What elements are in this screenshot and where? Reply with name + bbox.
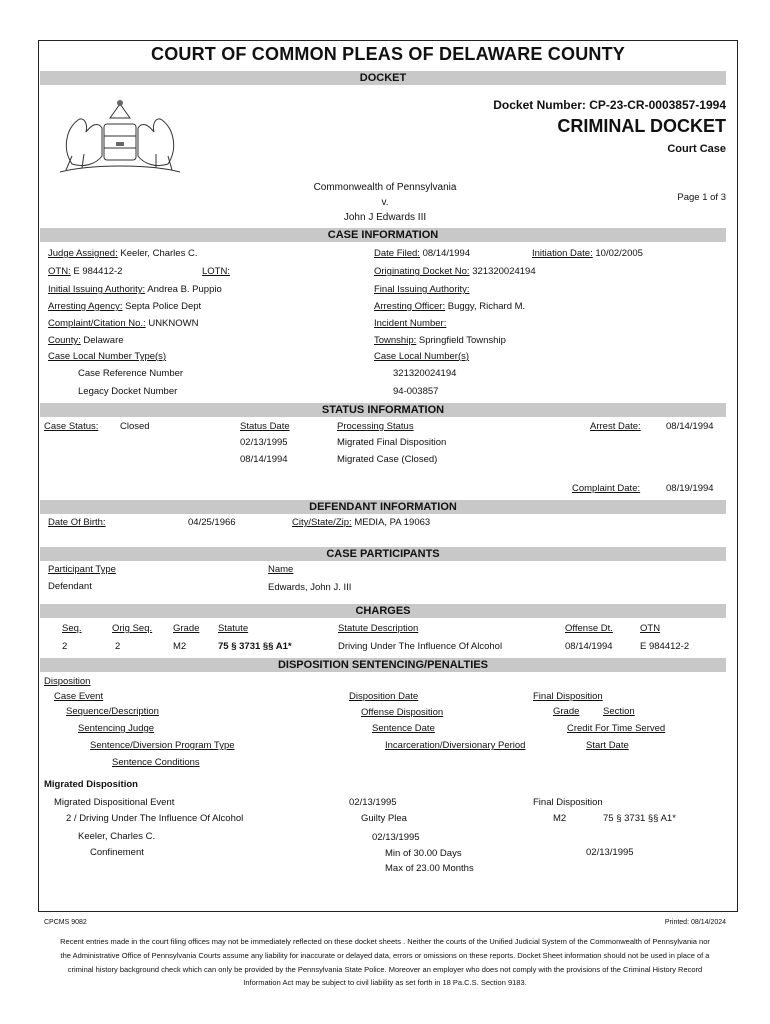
status-row-date: 08/14/1994 xyxy=(240,454,288,465)
lotn-label: LOTN: xyxy=(202,266,230,277)
processing-label: Processing Status xyxy=(337,421,414,432)
legend-conditions: Sentence Conditions xyxy=(112,757,200,768)
charge-statute: 75 § 3731 §§ A1* xyxy=(218,641,292,652)
defendant-info-bar: DEFENDANT INFORMATION xyxy=(40,500,726,514)
case-status-value: Closed xyxy=(120,421,150,432)
complaint-date-value: 08/19/1994 xyxy=(666,483,714,494)
township-value: Springfield Township xyxy=(418,335,506,346)
disp-sentence-date: 02/13/1995 xyxy=(372,832,420,843)
legend-credit: Credit For Time Served xyxy=(567,723,666,734)
csz-value: MEDIA, PA 19063 xyxy=(354,517,431,528)
otn-label: OTN: xyxy=(48,266,71,277)
arrest-date-label: Arrest Date: xyxy=(590,421,641,432)
initiation-label: Initiation Date: xyxy=(532,248,593,259)
arresting-agency-label: Arresting Agency: xyxy=(48,301,123,312)
local-numbers-label: Case Local Number(s) xyxy=(374,351,470,362)
docket-number: Docket Number: CP-23-CR-0003857-1994 xyxy=(493,98,726,112)
charge-otn: E 984412-2 xyxy=(640,641,690,652)
disp-plea: Guilty Plea xyxy=(361,813,407,824)
disposition-bar: DISPOSITION SENTENCING/PENALTIES xyxy=(40,658,726,672)
local-type-1: Case Reference Number xyxy=(78,368,184,379)
incident-label: Incident Number: xyxy=(374,318,447,329)
otn-value: E 984412-2 xyxy=(73,266,123,277)
disp-judge: Keeler, Charles C. xyxy=(78,831,156,842)
court-title: COURT OF COMMON PLEAS OF DELAWARE COUNTY xyxy=(151,44,625,64)
participants-bar: CASE PARTICIPANTS xyxy=(40,547,726,561)
local-type-2: Legacy Docket Number xyxy=(78,386,178,397)
charges-col-grade: Grade xyxy=(173,623,200,634)
case-kind: Court Case xyxy=(667,143,726,155)
caption-plaintiff: Commonwealth of Pennsylvania xyxy=(313,182,457,193)
disp-charge: 2 / Driving Under The Influence Of Alcohol xyxy=(66,813,244,824)
legend-disposition: Disposition xyxy=(44,676,91,687)
date-filed-value: 08/14/1994 xyxy=(422,248,471,259)
dob-value: 04/25/1966 xyxy=(188,517,236,528)
status-date-label: Status Date xyxy=(240,421,290,432)
legend-section: Section xyxy=(603,706,635,717)
printed-date: Printed: 08/14/2024 xyxy=(664,919,726,926)
participant-name-label: Name xyxy=(268,564,294,575)
complaint-value: UNKNOWN xyxy=(148,318,199,329)
arrest-date-value: 08/14/1994 xyxy=(666,421,714,432)
disp-min: Min of 30.00 Days xyxy=(385,848,462,859)
orig-docket-value: 321320024194 xyxy=(472,266,536,277)
initial-auth-label: Initial Issuing Authority: xyxy=(48,284,146,295)
judge-value: Keeler, Charles C. xyxy=(120,248,198,259)
charges-col-seq: Seq. xyxy=(62,623,82,634)
charge-desc: Driving Under The Influence Of Alcohol xyxy=(338,641,503,652)
disp-grade: M2 xyxy=(553,813,567,824)
charge-offense-dt: 08/14/1994 xyxy=(565,641,613,652)
disp-start: 02/13/1995 xyxy=(586,847,634,858)
caption-defendant: John J Edwards III xyxy=(343,212,427,223)
arresting-officer-value: Buggy, Richard M. xyxy=(447,301,526,312)
pennsylvania-seal-icon xyxy=(52,94,188,178)
arresting-officer-label: Arresting Officer: xyxy=(374,301,446,312)
disp-program: Confinement xyxy=(90,847,144,858)
dob-label: Date Of Birth: xyxy=(48,517,106,528)
legend-incarceration: Incarceration/Diversionary Period xyxy=(385,740,526,751)
disp-event: Migrated Dispositional Event xyxy=(54,797,175,808)
page-label: Page 1 of 3 xyxy=(677,192,726,203)
legend-offense-disp: Offense Disposition xyxy=(361,707,444,718)
legend-grade: Grade xyxy=(553,706,580,717)
participant-type-label: Participant Type xyxy=(48,564,116,575)
disp-section: 75 § 3731 §§ A1* xyxy=(603,813,676,824)
complaint-label: Complaint/Citation No.: xyxy=(48,318,146,329)
disclaimer: Recent entries made in the court filing offices may not be immediately reflected on these docket sheets . Neither the courts of the Unified Judicial System of the Commonwealth of Pennsylvania nor the Administrative Office of Pennsylvania Courts assume any liability for inaccurate or delayed data, errors or omissions on these reports. Docket Sheet information should not be used in place of a criminal history background check which can only be provided by the Pennsylvania State Police. Moreover an employer who does not comply with the provisions of the Criminal History Record Information Act may be subject to civil liability as set forth in 18 Pa.C.S. Section 9183. xyxy=(60,937,710,988)
disp-event-date: 02/13/1995 xyxy=(349,797,397,808)
local-num-1: 321320024194 xyxy=(393,368,457,379)
county-label: County: xyxy=(48,335,81,346)
disp-final: Final Disposition xyxy=(533,797,603,808)
judge-label: Judge Assigned: xyxy=(48,248,118,259)
initiation-value: 10/02/2005 xyxy=(595,248,643,259)
local-types-label: Case Local Number Type(s) xyxy=(48,351,167,362)
charges-bar: CHARGES xyxy=(40,604,726,618)
disp-max: Max of 23.00 Months xyxy=(385,863,474,874)
charges-col-statute: Statute xyxy=(218,623,249,634)
case-info-bar: CASE INFORMATION xyxy=(40,228,726,242)
legend-final-disp: Final Disposition xyxy=(533,691,603,702)
legend-case-event: Case Event xyxy=(54,691,104,702)
orig-docket-label: Originating Docket No: xyxy=(374,266,470,277)
charges-col-otn: OTN xyxy=(640,623,661,634)
charge-seq: 2 xyxy=(62,641,68,652)
final-auth-label: Final Issuing Authority: xyxy=(374,284,470,295)
township-label: Township: xyxy=(374,335,417,346)
csz-label: City/State/Zip: xyxy=(292,517,352,528)
local-num-2: 94-003857 xyxy=(393,386,439,397)
status-row-date: 02/13/1995 xyxy=(240,437,288,448)
legend-sentence-date: Sentence Date xyxy=(372,723,435,734)
legend-sentencing-judge: Sentencing Judge xyxy=(78,723,155,734)
complaint-date-label: Complaint Date: xyxy=(572,483,641,494)
charge-grade: M2 xyxy=(173,641,187,652)
caption-versus: v. xyxy=(381,197,389,208)
legend-seq-desc: Sequence/Description xyxy=(66,706,159,717)
initial-auth-value: Andrea B. Puppio xyxy=(147,284,222,295)
participant-name: Edwards, John J. III xyxy=(268,582,352,593)
legend-start-date: Start Date xyxy=(586,740,629,751)
form-id: CPCMS 9082 xyxy=(44,919,87,926)
charges-col-orig-seq: Orig Seq. xyxy=(112,623,153,634)
status-row-status: Migrated Case (Closed) xyxy=(337,454,438,465)
case-status-label: Case Status: xyxy=(44,421,99,432)
date-filed-label: Date Filed: xyxy=(374,248,420,259)
charges-col-offense-dt: Offense Dt. xyxy=(565,623,613,634)
charge-orig-seq: 2 xyxy=(115,641,121,652)
arresting-agency-value: Septa Police Dept xyxy=(125,301,202,312)
legend-disp-date: Disposition Date xyxy=(349,691,419,702)
docket-type: CRIMINAL DOCKET xyxy=(557,116,726,136)
status-row-status: Migrated Final Disposition xyxy=(337,437,447,448)
legend-program-type: Sentence/Diversion Program Type xyxy=(90,740,235,751)
charges-col-desc: Statute Description xyxy=(338,623,419,634)
county-value: Delaware xyxy=(83,335,124,346)
migrated-disposition-title: Migrated Disposition xyxy=(44,779,138,790)
docket-header-bar: DOCKET xyxy=(40,71,726,85)
status-info-bar: STATUS INFORMATION xyxy=(40,403,726,417)
participant-type: Defendant xyxy=(48,581,92,592)
